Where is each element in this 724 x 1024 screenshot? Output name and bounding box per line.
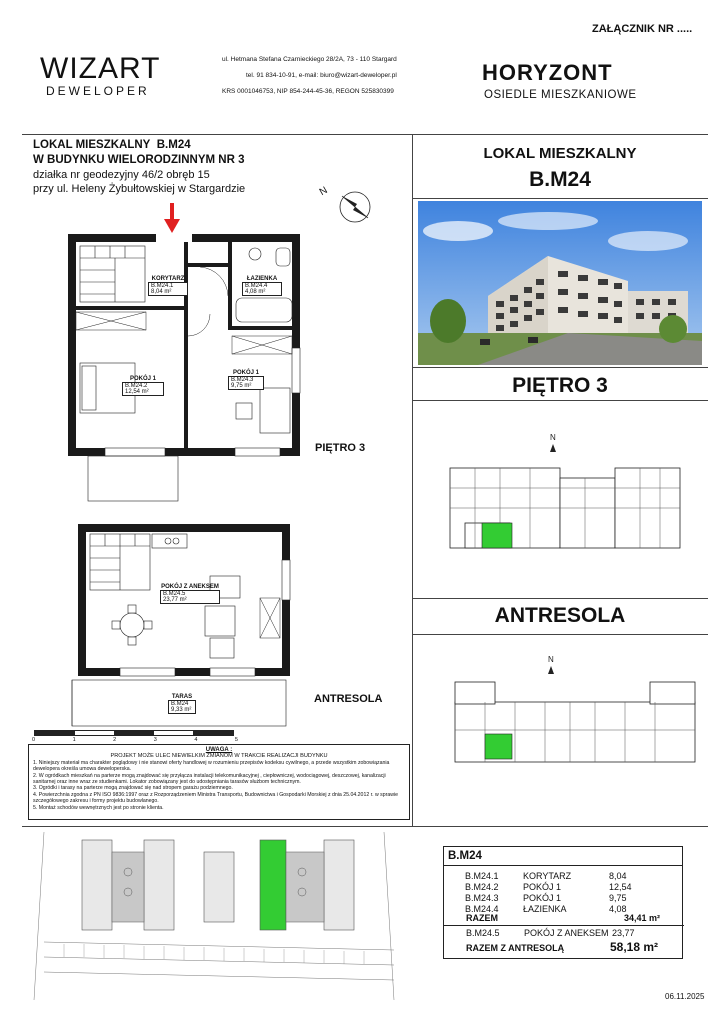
room-aneks-area: 23,77 m² bbox=[163, 597, 187, 603]
unit-heading bbox=[33, 139, 191, 151]
scale-label-5: 5 bbox=[234, 737, 238, 743]
right-unit-id: B.M24 bbox=[529, 168, 591, 191]
logo-main-text: WIZART bbox=[40, 52, 161, 85]
mezzanine-plan-label: ANTRESOLA bbox=[314, 693, 383, 705]
floor-plan-label: PIĘTRO 3 bbox=[315, 442, 366, 454]
right-line-5 bbox=[412, 634, 708, 635]
notes-subtitle: PROJEKT MOŻE ULEC NIEWIELKIM ZMIANOM W TRAKCIE REALIZACJI BUDYNKU bbox=[110, 753, 328, 760]
area-table-title: B.M24 bbox=[444, 847, 682, 866]
room-pokoj-a-tag bbox=[122, 382, 164, 396]
scale-label-4: 4 bbox=[194, 737, 198, 743]
room-pokoj-a-name: POKÓJ 1 bbox=[129, 376, 156, 382]
right-line-3 bbox=[412, 400, 708, 401]
room-korytarz-name: KORYTARZ bbox=[151, 276, 185, 282]
scale-label-2: 2 bbox=[113, 737, 117, 743]
row-name: ŁAZIENKA bbox=[523, 903, 567, 914]
unit-street: przy ul. Heleny Żybułtowskiej w Stargardzie bbox=[33, 183, 246, 195]
row-area: 8,04 bbox=[609, 870, 627, 881]
room-pokoj-b-name: POKÓJ 1 bbox=[232, 370, 259, 376]
annex-label: ZAŁĄCZNIK NR ..... bbox=[592, 23, 693, 35]
mezz-row-area: 23,77 bbox=[612, 928, 635, 938]
highlighted-building bbox=[260, 840, 286, 930]
area-table-rows bbox=[462, 870, 635, 914]
row-id: B.M24.1 bbox=[465, 870, 499, 881]
mezzanine-key-plan bbox=[430, 652, 700, 772]
floor-heading: PIĘTRO 3 bbox=[512, 374, 608, 397]
site-plan-drawing bbox=[24, 832, 414, 1000]
room-lazienka-name: ŁAZIENKA bbox=[246, 276, 278, 282]
room-pokoj-b-area: 9,75 m² bbox=[231, 383, 252, 389]
company-address: ul. Hetmana Stefana Czarnieckiego 28/2A, 73 - 110 Stargard bbox=[222, 56, 397, 63]
mezz-row-name: POKÓJ Z ANEKSEM bbox=[524, 928, 609, 938]
company-contact: tel. 91 834-10-91, e-mail: biuro@wizart-deweloper.pl bbox=[246, 72, 397, 79]
document-date: 06.11.2025 bbox=[665, 992, 705, 1001]
project-subtitle: OSIEDLE MIESZKANIOWE bbox=[484, 89, 637, 101]
sum-value: 34,41 m² bbox=[624, 913, 661, 923]
right-line-4 bbox=[412, 598, 708, 599]
unit-parcel: działka nr geodezyjny 46/2 obręb 15 bbox=[33, 169, 210, 181]
row-area: 12,54 bbox=[609, 881, 632, 892]
note-item-3: 3. Ogródki i tarasy na parterze mogą znajdować się nad stropem garażu podziemnego. bbox=[33, 785, 233, 792]
unit-heading-id: B.M24 bbox=[156, 139, 191, 151]
room-taras-name: TARAS bbox=[171, 694, 193, 700]
building-render-image bbox=[418, 201, 702, 365]
scale-labels bbox=[32, 737, 238, 743]
mezzanine-heading: ANTRESOLA bbox=[494, 604, 626, 627]
row-area: 9,75 bbox=[609, 892, 627, 903]
scale-bar bbox=[34, 730, 234, 736]
note-item-2: 2. W ogródkach mieszkań na parterze mogą znajdować się przyłącza instalacji telekomunikacyjnej , ciepłowniczej, wodociągowej, deszczowej, kanalizacji sanitarnej oraz inne wraz ze studienkami. Lokator zobowiązany jest do udostępniania tarasów służbom technicznym. bbox=[33, 772, 386, 786]
mezz-row-id: B.M24.5 bbox=[466, 928, 500, 938]
table-row bbox=[462, 881, 635, 892]
table-row bbox=[462, 870, 635, 881]
right-unit-title: LOKAL MIESZKALNY bbox=[483, 145, 637, 162]
room-lazienka-area: 4,08 m² bbox=[245, 289, 266, 295]
note-item-5: 5. Montaż schodów wewnętrznych jest po stronie klienta. bbox=[33, 804, 164, 811]
floor-plan-drawing bbox=[60, 228, 310, 508]
room-taras-tag bbox=[168, 700, 196, 714]
room-taras-id: B.M24 bbox=[171, 701, 189, 707]
room-aneks-tag bbox=[160, 590, 220, 604]
room-pokoj-a-id: B.M24.2 bbox=[125, 383, 148, 389]
room-taras-area: 9,33 m² bbox=[171, 707, 192, 713]
unit-heading-line1: LOKAL MIESZKALNY bbox=[33, 139, 151, 151]
total-value: 58,18 m² bbox=[610, 940, 659, 954]
highlighted-unit-mezzanine bbox=[485, 734, 512, 759]
frame-top-line bbox=[22, 134, 708, 135]
scale-label-1: 1 bbox=[72, 737, 76, 743]
compass-icon bbox=[338, 190, 372, 224]
north-label: N bbox=[317, 184, 330, 199]
room-aneks-name: POKÓJ Z ANEKSEM bbox=[161, 584, 219, 590]
room-lazienka-tag bbox=[242, 282, 282, 296]
room-pokoj-b-tag bbox=[228, 376, 264, 390]
row-name: POKÓJ 1 bbox=[523, 881, 562, 892]
area-table bbox=[443, 846, 683, 959]
room-pokoj-b-id: B.M24.3 bbox=[231, 377, 254, 383]
room-korytarz-area: 8,04 m² bbox=[151, 289, 172, 295]
row-id: B.M24.4 bbox=[465, 903, 499, 914]
frame-middle-line bbox=[22, 826, 708, 827]
table-row bbox=[462, 892, 635, 903]
room-pokoj-a-area: 12,54 m² bbox=[125, 389, 149, 395]
notes-title: UWAGA : bbox=[205, 747, 233, 753]
total-label: RAZEM Z ANTRESOLĄ bbox=[466, 943, 565, 953]
room-korytarz-tag bbox=[148, 282, 188, 296]
unit-building: W BUDYNKU WIELORODZINNYM NR 3 bbox=[33, 154, 245, 166]
row-name: POKÓJ 1 bbox=[523, 892, 562, 903]
scale-label-0: 0 bbox=[32, 737, 36, 743]
company-registry: KRS 0001046753, NIP 854-244-45-36, REGON 525830399 bbox=[222, 88, 394, 95]
row-name: KORYTARZ bbox=[523, 870, 572, 881]
notes-box bbox=[28, 744, 410, 820]
row-id: B.M24.3 bbox=[465, 892, 499, 903]
sum-label: RAZEM bbox=[466, 913, 498, 923]
room-lazienka-id: B.M24.4 bbox=[245, 283, 268, 289]
right-line-1 bbox=[412, 198, 708, 199]
room-korytarz-id: B.M24.1 bbox=[151, 283, 174, 289]
svg-text:N: N bbox=[548, 655, 554, 664]
highlighted-unit-floor bbox=[482, 523, 512, 548]
floor-key-plan bbox=[430, 428, 700, 558]
room-aneks-id: B.M24.5 bbox=[163, 591, 186, 597]
company-logo bbox=[40, 52, 160, 86]
scale-label-3: 3 bbox=[153, 737, 157, 743]
note-item-1: 1. Niniejszy materiał ma charakter poglądowy i nie stanowi oferty handlowej w rozumieniu przepisów kodeksu cywilnego, a przede wszystkim zobowiązania dewelopera określa umowa deweloperska. bbox=[33, 759, 390, 773]
frame-divider bbox=[412, 134, 413, 826]
row-id: B.M24.2 bbox=[465, 881, 499, 892]
project-name: HORYZONT bbox=[482, 60, 613, 85]
note-item-4: 4. Powierzchnia zgodna z PN ISO 9836:1997 oraz z Rozporządzeniem Ministra Transportu, Budownictwa i Gospodarki Morskiej z dnia 25.04.2012 r. w sprawie szczegółowego zakresu i formy projektu budowlanego. bbox=[33, 791, 399, 805]
svg-text:N: N bbox=[550, 433, 556, 442]
logo-sub-text: DEWELOPER bbox=[46, 84, 150, 98]
table-divider bbox=[444, 925, 684, 926]
right-line-2 bbox=[412, 367, 708, 368]
row-area: 4,08 bbox=[609, 903, 627, 914]
